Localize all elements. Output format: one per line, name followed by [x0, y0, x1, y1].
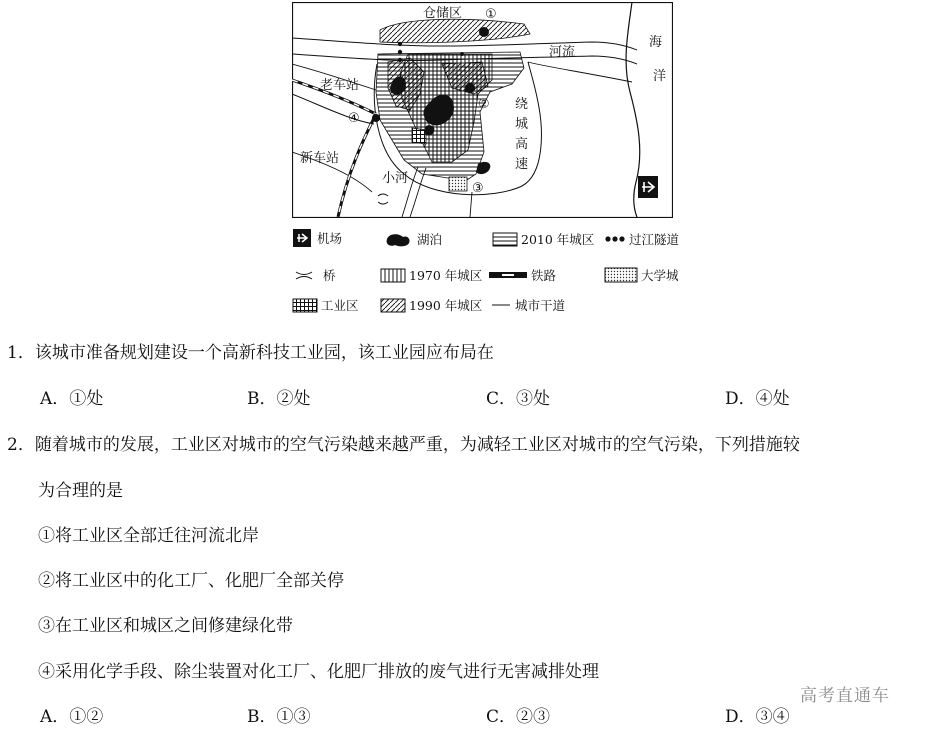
lake [465, 83, 475, 93]
question-1-stem: 1．该城市准备规划建设一个高新科技工业园，该工业园应布局在 [7, 343, 494, 363]
legend-trunk-road [490, 296, 565, 314]
label-ring-1: 绕 [515, 97, 529, 112]
label-old-station: 老车站 [320, 78, 360, 93]
lake [372, 114, 380, 122]
label-ring-3: 高 [515, 137, 529, 152]
legend-university [604, 266, 679, 284]
q2-option-b[interactable]: B．①③ [247, 707, 311, 727]
legend-urban-2010-label: 2010 年城区 [521, 232, 595, 247]
tunnel-dot [398, 42, 402, 46]
legend-industrial [292, 296, 359, 314]
legend-bridge [292, 266, 336, 284]
legend-airport [292, 228, 342, 248]
university-town [449, 177, 467, 191]
airport-icon [638, 176, 658, 198]
q2-statement-3: ③在工业区和城区之间修建绿化带 [38, 616, 293, 636]
label-small-river: 小河 [382, 171, 409, 186]
label-storage: 仓储区 [423, 6, 463, 21]
label-sea-1: 海 [649, 35, 663, 50]
legend-urban-2010 [492, 230, 594, 248]
q2-option-a[interactable]: A．①② [40, 707, 104, 727]
legend-lake-label: 湖泊 [417, 232, 443, 247]
lake [479, 27, 489, 37]
bridge-icon [292, 268, 320, 282]
legend-urban-1970-label: 1970 年城区 [409, 268, 483, 283]
label-ring-2: 城 [515, 117, 529, 132]
urban-1970-swatch [380, 268, 406, 283]
legend-urban-1970 [380, 266, 482, 284]
lake-icon [384, 231, 414, 247]
legend-tunnel [604, 230, 679, 248]
legend-railway [488, 266, 556, 284]
label-new-station: 新车站 [300, 151, 340, 166]
legend-railway-label: 铁路 [531, 268, 557, 283]
label-site-3: ③ [472, 181, 484, 196]
tunnel-dot [398, 50, 402, 54]
question-2-stem-cont: 为合理的是 [38, 481, 123, 501]
university-swatch [604, 267, 638, 283]
tunnel-dot [398, 58, 402, 62]
legend-trunk-road-label: 城市干道 [515, 298, 566, 313]
city-map [292, 2, 673, 218]
q1-option-a[interactable]: A．①处 [40, 389, 104, 409]
q1-option-c[interactable]: C．③处 [486, 389, 551, 409]
q1-option-b[interactable]: B．②处 [247, 389, 311, 409]
legend-university-label: 大学城 [641, 268, 679, 283]
legend-urban-1990-label: 1990 年城区 [409, 298, 483, 313]
q2-statement-2: ②将工业区中的化工厂、化肥厂全部关停 [38, 571, 344, 591]
industrial-zone [412, 128, 426, 144]
trunk-road-icon [490, 299, 512, 311]
legend-bridge-label: 桥 [323, 268, 336, 283]
label-ring-4: 速 [515, 157, 529, 172]
airport-icon [292, 228, 314, 248]
urban-1990-swatch [380, 298, 406, 313]
tunnel-dot [460, 52, 464, 56]
question-2-stem: 2．随着城市的发展，工业区对城市的空气污染越来越严重，为减轻工业区对城市的空气污染，下列措施较 [7, 435, 800, 455]
label-site-1: ① [485, 7, 497, 22]
tunnel-icon [604, 232, 626, 246]
legend-tunnel-label: 过江隧道 [629, 232, 680, 247]
industrial-swatch [292, 298, 318, 313]
label-river: 河流 [549, 45, 576, 60]
label-site-4: ④ [348, 111, 360, 126]
q2-statement-4: ④采用化学手段、除尘装置对化工厂、化肥厂排放的废气进行无害减排处理 [38, 662, 599, 682]
q2-statement-1: ①将工业区全部迁往河流北岸 [38, 526, 259, 546]
legend-urban-1990 [380, 296, 482, 314]
q2-option-d[interactable]: D．③④ [725, 707, 790, 727]
city-map-figure [292, 2, 673, 218]
urban-2010-swatch [492, 232, 518, 247]
watermark: 高考直通车 [800, 686, 890, 706]
label-sea-2: 洋 [653, 69, 667, 84]
label-site-2: ② [478, 97, 490, 112]
map-legend [292, 228, 702, 318]
railway-icon [488, 269, 528, 281]
legend-lake [384, 230, 442, 248]
legend-airport-label: 机场 [317, 231, 343, 246]
legend-industrial-label: 工业区 [321, 298, 359, 313]
q2-option-c[interactable]: C．②③ [486, 707, 551, 727]
q1-option-d[interactable]: D．④处 [725, 389, 790, 409]
